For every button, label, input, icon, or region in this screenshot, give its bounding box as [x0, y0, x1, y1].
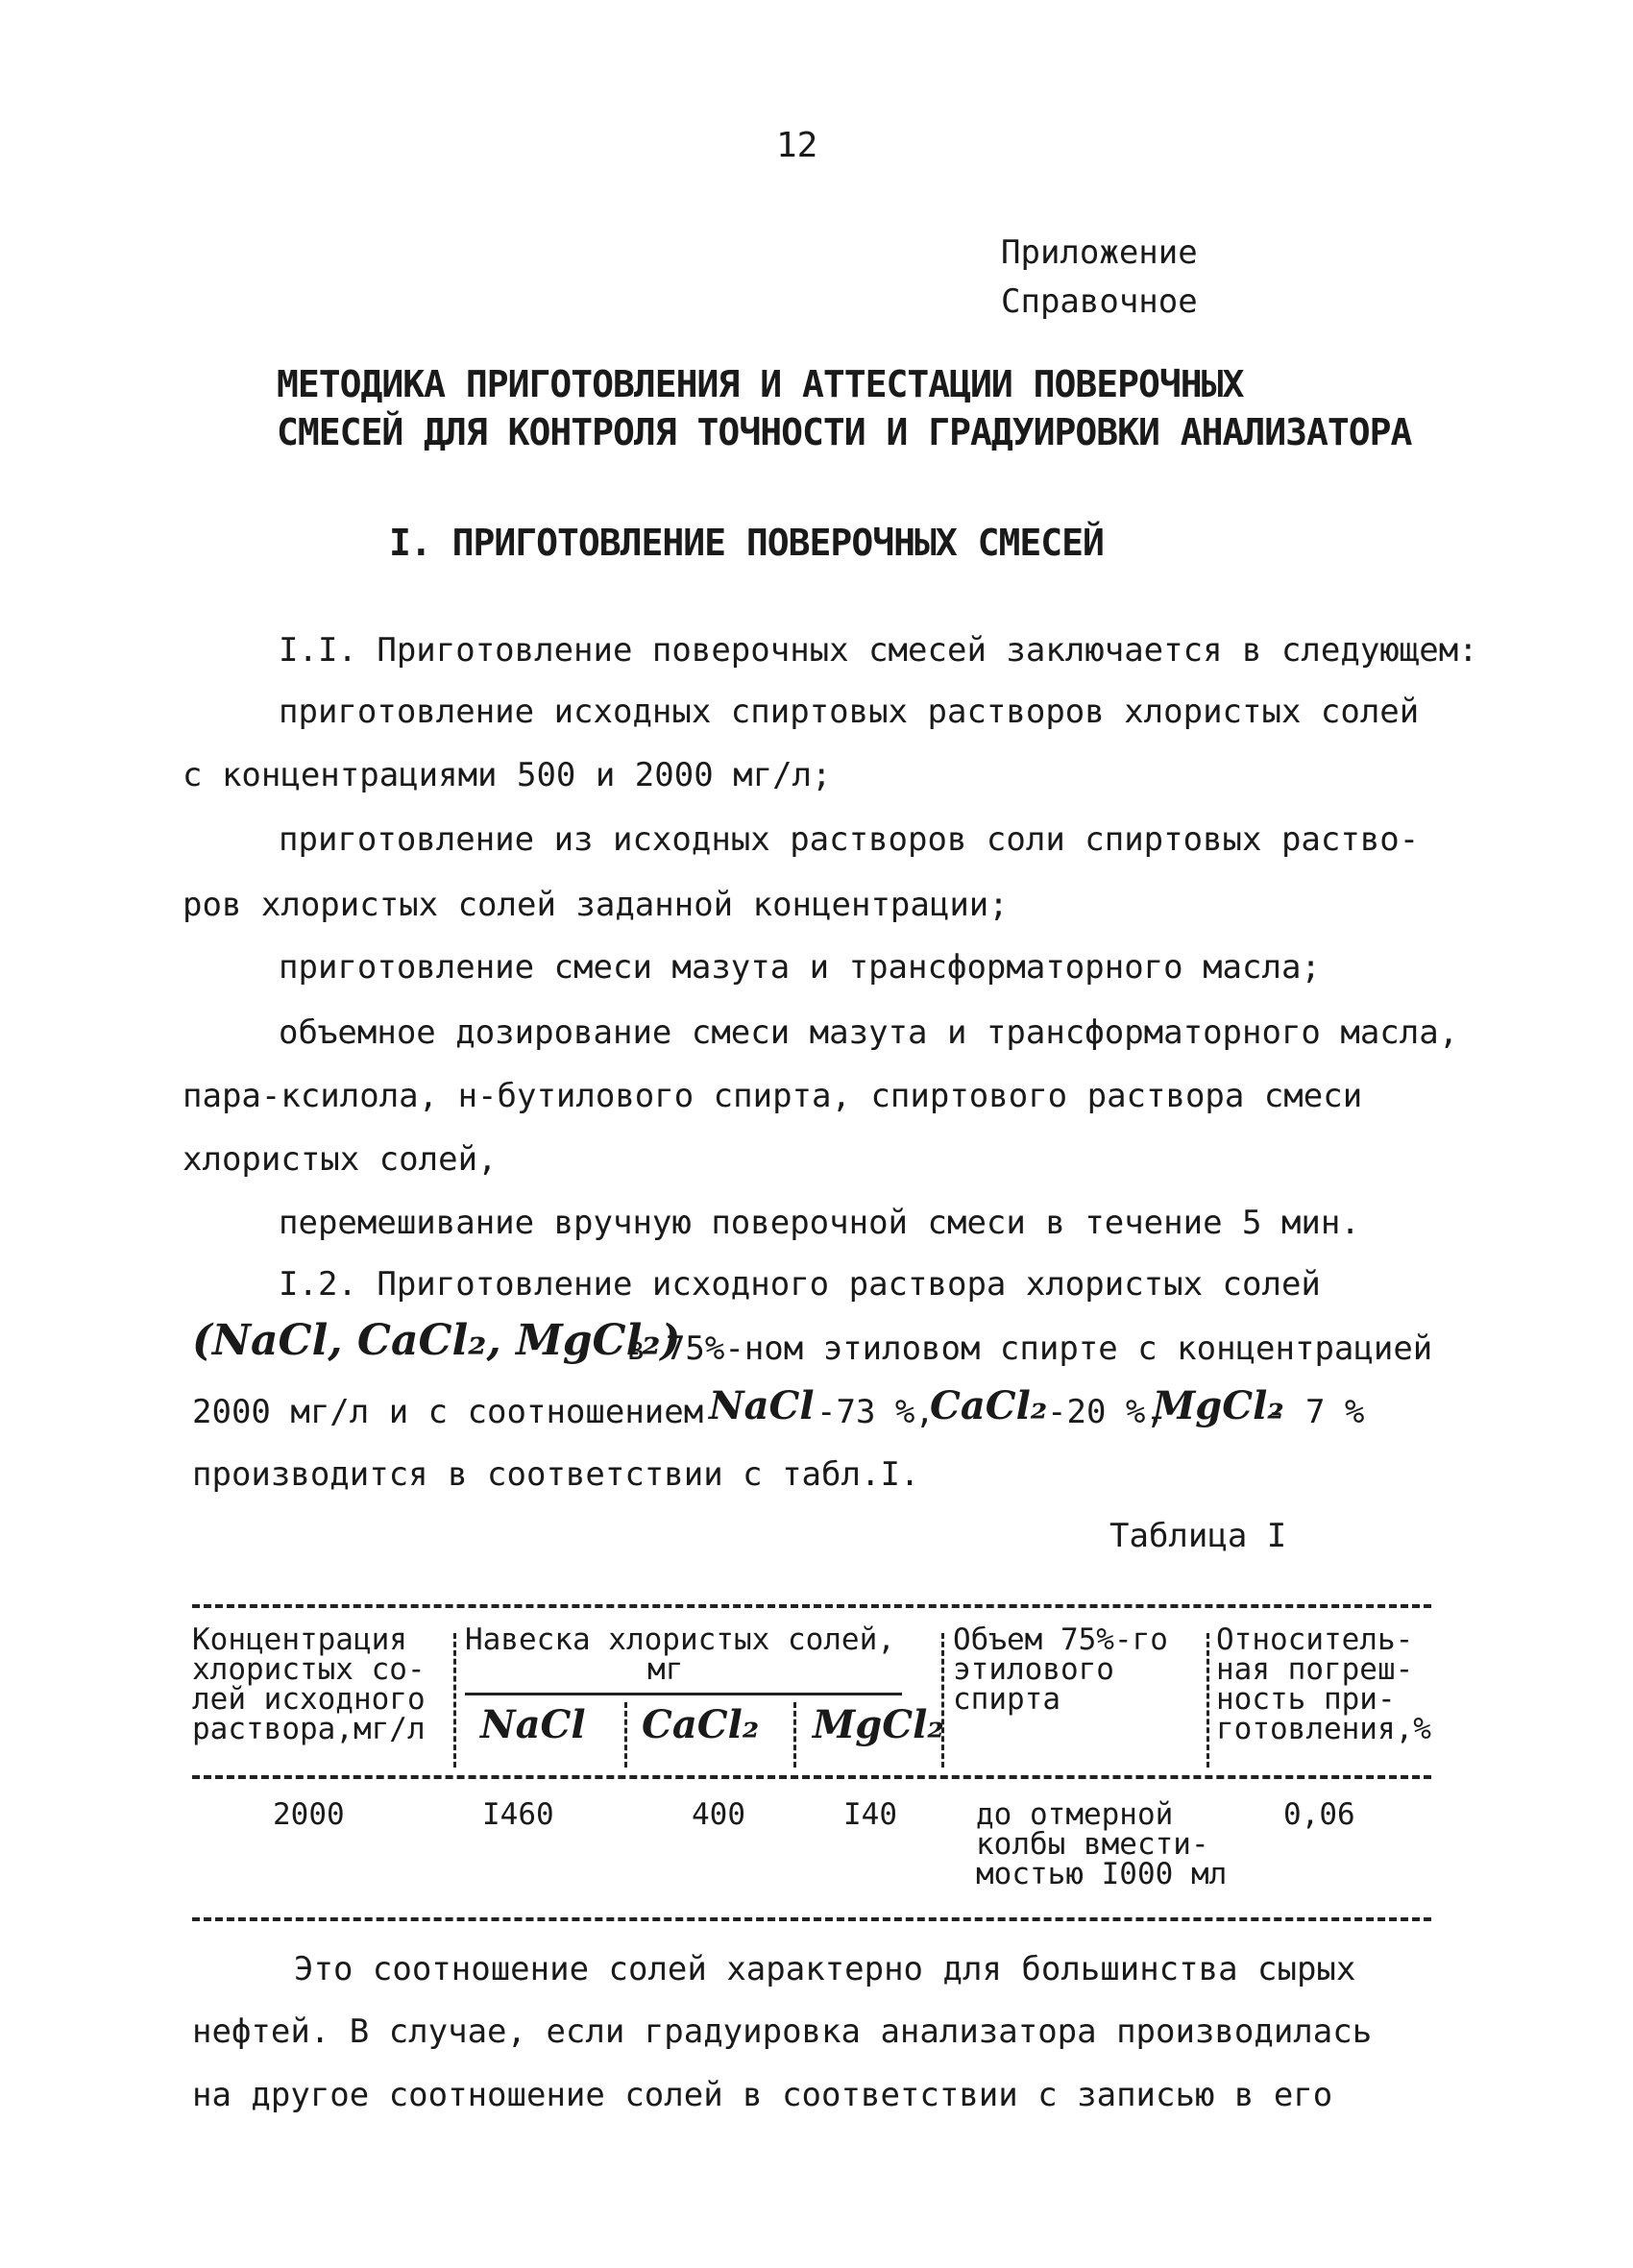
header-line: ность при- [1216, 1682, 1396, 1717]
header-line: ная погреш- [1216, 1652, 1414, 1687]
appendix-kind: Справочное [1001, 282, 1198, 321]
col-header-volume [953, 1622, 1168, 1717]
column-separator [453, 1633, 456, 1768]
paragraph-line: пара-ксилола, н-бутилового спирта, спиртового раствора смеси [183, 1077, 1363, 1115]
cell-error: 0,06 [1283, 1797, 1355, 1832]
header-line: спирта [953, 1682, 1060, 1717]
paragraph-line: перемешивание вручную поверочной смеси в течение 5 мин. [279, 1204, 1360, 1242]
subheader-mgcl2: MgCl₂ [813, 1702, 944, 1747]
header-line: лей исходного [192, 1682, 426, 1717]
table-header-border [192, 1775, 1431, 1779]
paragraph-line: в 75%-ном этиловом спирте с концентрацией [626, 1329, 1433, 1368]
col-header-sample [465, 1622, 895, 1687]
ratio-value: -73 %, [816, 1393, 935, 1431]
column-separator [941, 1633, 944, 1768]
paragraph-line: с концентрациями 500 и 2000 мг/л; [183, 756, 832, 794]
column-separator [624, 1702, 627, 1768]
handwritten-salts: (NaCl, CaCl₂, MgCl₂) [192, 1316, 681, 1365]
header-line: раствора,мг/л [192, 1712, 426, 1746]
paragraph-line: I.I. Приготовление поверочных смесей заключается в следующем: [279, 631, 1478, 670]
cell-mgcl2: I40 [843, 1797, 897, 1832]
cell-line: колбы вмести- [976, 1827, 1209, 1862]
document-title-line2: СМЕСЕЙ ДЛЯ КОНТРОЛЯ ТОЧНОСТИ И ГРАДУИРОВКИ АНАЛИЗАТОРА [277, 411, 1412, 453]
paragraph-line: хлористых солей, [183, 1140, 498, 1179]
handwritten-nacl: NaCl [709, 1383, 815, 1428]
cell-concentration: 2000 [273, 1797, 345, 1832]
header-line: Объем 75%-го [953, 1622, 1168, 1657]
paragraph-line: объемное дозирование смеси мазута и трансформаторного масла, [279, 1013, 1459, 1052]
header-line: Навеска хлористых солей, [465, 1622, 895, 1657]
table-top-border [192, 1604, 1431, 1608]
col-header-concentration [192, 1622, 426, 1746]
subheader-cacl2: CaCl₂ [642, 1702, 760, 1747]
paragraph-line: на другое соотношение солей в соответствии с записью в его [192, 2076, 1333, 2114]
ratio-value: -20 %, [1047, 1393, 1165, 1431]
header-line: готовления,% [1216, 1712, 1431, 1746]
handwritten-cacl2: CaCl₂ [930, 1383, 1048, 1428]
paragraph-line: нефтей. В случае, если градуировка анализатора производилась [192, 2012, 1373, 2051]
subheader-nacl: NaCl [480, 1702, 586, 1747]
handwritten-mgcl2: MgCl₂ [1153, 1383, 1284, 1428]
paragraph-line: I.2. Приготовление исходного раствора хлористых солей [279, 1265, 1321, 1304]
paragraph-line: 2000 мг/л и с соотношением [192, 1393, 704, 1431]
table-bottom-border [192, 1917, 1431, 1921]
paragraph-line: производится в соответствии с табл.I. [192, 1455, 920, 1494]
column-separator [793, 1702, 796, 1768]
paragraph-line: ров хлористых солей заданной концентрации; [183, 886, 1009, 924]
appendix-label: Приложение [1001, 233, 1198, 272]
ratio-value: - 7 % [1266, 1393, 1365, 1431]
paragraph-line: Это соотношение солей характерно для большинства сырых [294, 1950, 1356, 1988]
header-line: Концентрация [192, 1622, 407, 1657]
cell-volume [976, 1797, 1228, 1891]
cell-line: мостью I000 мл [976, 1857, 1228, 1891]
header-line: этилового [953, 1652, 1114, 1687]
cell-nacl: I460 [482, 1797, 554, 1832]
cell-line: до отмерной [976, 1797, 1174, 1832]
paragraph-line: приготовление смеси мазута и трансформаторного масла; [279, 948, 1321, 987]
header-line: Относитель- [1216, 1622, 1414, 1657]
column-separator [1206, 1633, 1209, 1768]
paragraph-line: приготовление из исходных растворов соли спиртовых раство- [279, 820, 1420, 859]
page-number: 12 [776, 126, 818, 165]
section-heading: I. ПРИГОТОВЛЕНИЕ ПОВЕРОЧНЫХ СМЕСЕЙ [389, 522, 1104, 564]
header-unit: мг [647, 1652, 684, 1687]
col-header-error [1216, 1622, 1431, 1746]
paragraph-line: приготовление исходных спиртовых растворов хлористых солей [279, 693, 1420, 731]
table-caption: Таблица I [1109, 1517, 1287, 1555]
header-subrule [465, 1693, 902, 1695]
header-line: хлористых со- [192, 1652, 426, 1687]
document-title-line1: МЕТОДИКА ПРИГОТОВЛЕНИЯ И АТТЕСТАЦИИ ПОВЕРОЧНЫХ [277, 363, 1244, 405]
cell-cacl2: 400 [692, 1797, 745, 1832]
